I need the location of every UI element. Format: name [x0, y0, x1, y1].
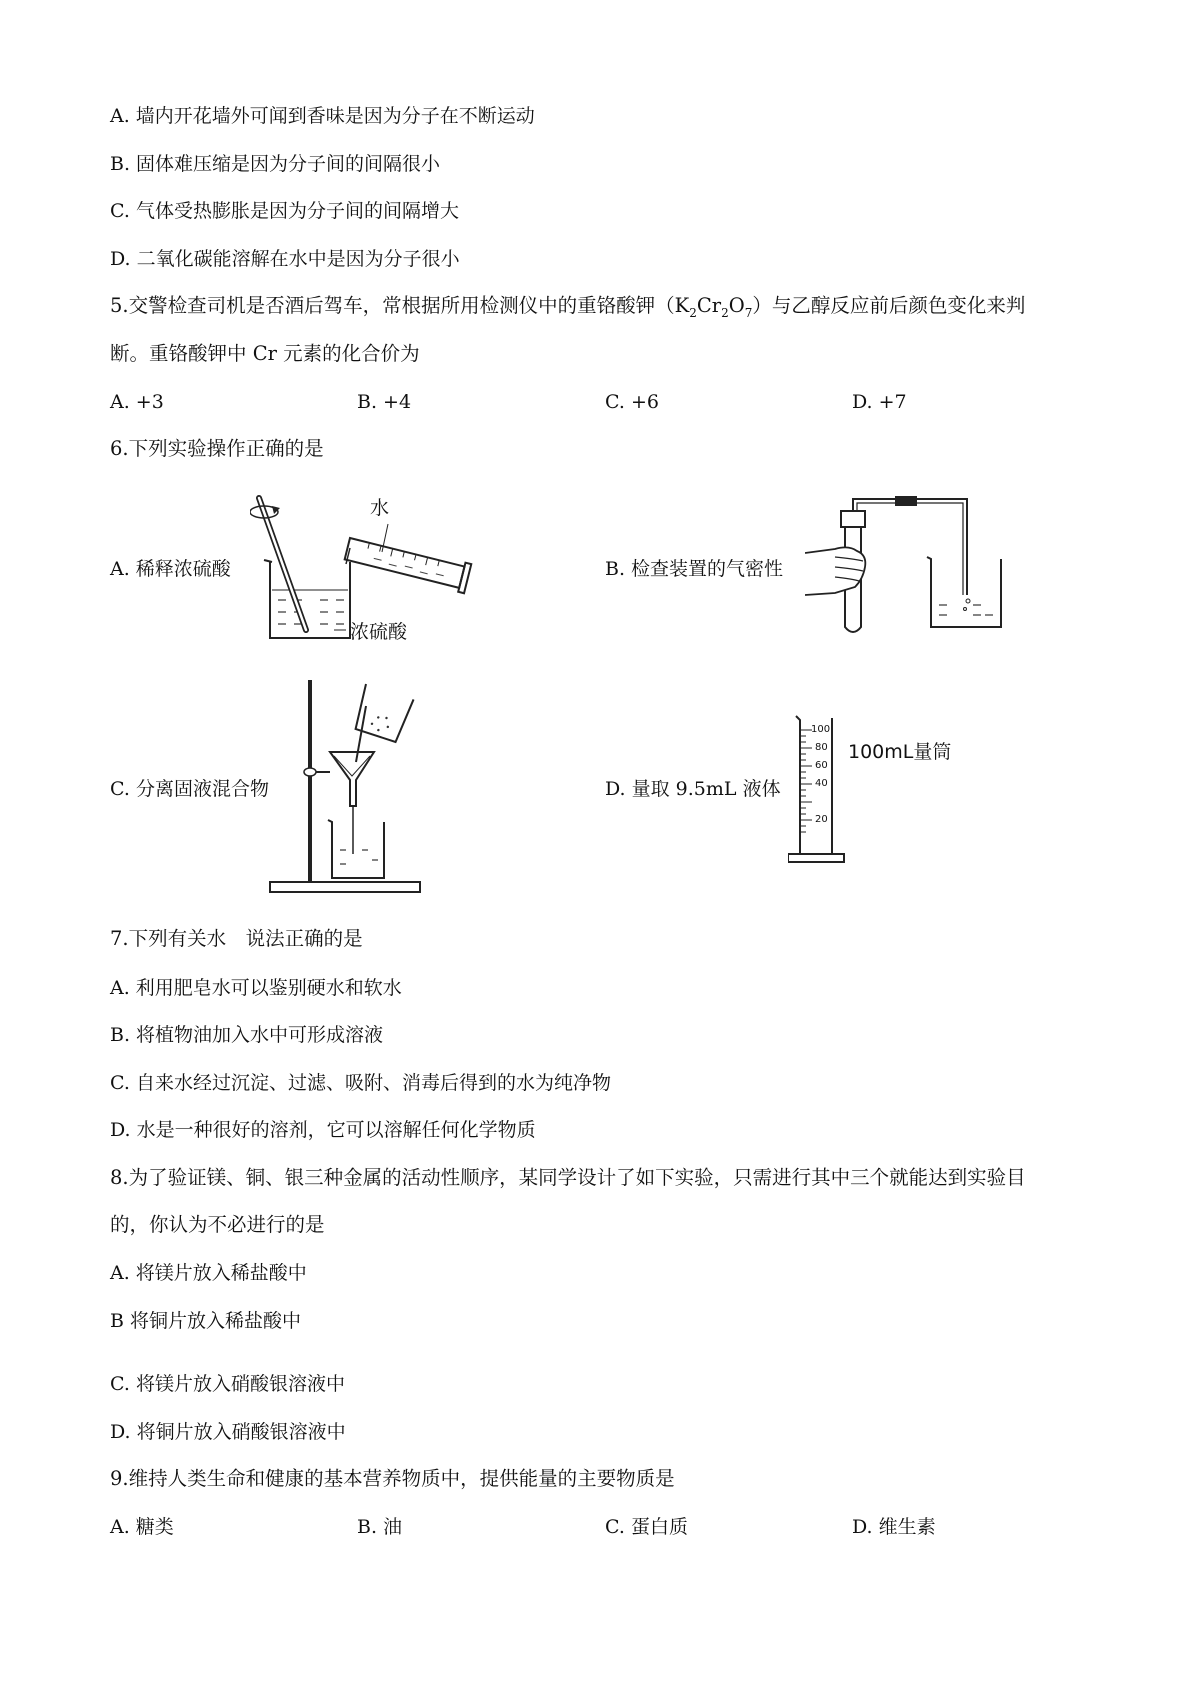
- q7-option-c: C. 自来水经过沉淀、过滤、吸附、消毒后得到的水为纯净物: [110, 1072, 611, 1094]
- q4-option-d: D. 二氧化碳能溶解在水中是因为分子很小: [110, 248, 460, 270]
- q9-stem: 9.维持人类生命和健康的基本营养物质中，提供能量的主要物质是: [110, 1467, 675, 1490]
- cyl-tick-40: 40: [815, 778, 828, 789]
- q5-option-a: A. +3: [110, 391, 164, 413]
- q9-option-a: A. 糖类: [110, 1516, 174, 1538]
- figure-airtightness-check: [805, 495, 1005, 645]
- q8-option-b: B 将铜片放入稀盐酸中: [110, 1310, 302, 1332]
- formula-sub-2a: 2: [689, 305, 697, 320]
- q7-stem: 7.下列有关水 说法正确的是: [110, 927, 363, 950]
- sulfuric-acid-label: 浓硫酸: [350, 621, 408, 643]
- formula-sub-2b: 2: [721, 305, 729, 320]
- cyl-tick-20: 20: [815, 814, 828, 825]
- q4-option-b: B. 固体难压缩是因为分子间的间隔很小: [110, 153, 441, 175]
- q4-option-a: A. 墙内开花墙外可闻到香味是因为分子在不断运动: [110, 105, 535, 127]
- q5-stem-text-a: 5.交警检查司机是否酒后驾车，常根据所用检测仪中的重铬酸钾（K: [110, 294, 690, 317]
- q5-stem-line2: 断。重铬酸钾中 Cr 元素的化合价为: [110, 342, 420, 365]
- formula-sub-7: 7: [744, 305, 753, 320]
- q7-option-a: A. 利用肥皂水可以鉴别硬水和软水: [110, 977, 402, 999]
- cylinder-capacity-label: 100mL量筒: [848, 741, 952, 763]
- q6-stem: 6.下列实验操作正确的是: [110, 437, 324, 460]
- q9-option-c: C. 蛋白质: [605, 1516, 688, 1538]
- q6-option-b-label: B. 检查装置的气密性: [605, 558, 784, 580]
- cyl-tick-80: 80: [815, 742, 828, 753]
- figure-dilute-sulfuric-acid: [250, 490, 490, 650]
- q7-option-b: B. 将植物油加入水中可形成溶液: [110, 1024, 384, 1046]
- q5-option-d: D. +7: [852, 391, 907, 413]
- cyl-tick-100: 100: [811, 724, 831, 735]
- q8-stem-line1: 8.为了验证镁、铜、银三种金属的活动性顺序，某同学设计了如下实验，只需进行其中三个就能达到实验目: [110, 1166, 1026, 1189]
- formula-o: O: [728, 294, 745, 317]
- figure-graduated-cylinder: [788, 714, 952, 874]
- cyl-tick-60: 60: [815, 760, 828, 771]
- q8-option-d: D. 将铜片放入硝酸银溶液中: [110, 1421, 346, 1443]
- q8-stem-line2: 的，你认为不必进行的是: [110, 1213, 325, 1236]
- q6-option-d-label: D. 量取 9.5mL 液体: [605, 778, 781, 800]
- formula-cr: Cr: [696, 294, 722, 317]
- q8-option-c: C. 将镁片放入硝酸银溶液中: [110, 1373, 345, 1395]
- q7-option-d: D. 水是一种很好的溶剂，它可以溶解任何化学物质: [110, 1119, 536, 1141]
- q6-option-c-label: C. 分离固液混合物: [110, 778, 269, 800]
- q9-option-b: B. 油: [357, 1516, 403, 1538]
- figure-filtration: [258, 676, 438, 896]
- q8-option-a: A. 将镁片放入稀盐酸中: [110, 1262, 307, 1284]
- q5-stem-line1: [110, 294, 1025, 325]
- water-label: 水: [370, 497, 390, 519]
- q6-option-a-label: A. 稀释浓硫酸: [110, 558, 231, 580]
- q5-stem-text-b: ）与乙醇反应前后颜色变化来判: [752, 294, 1026, 317]
- q5-option-c: C. +6: [605, 391, 659, 413]
- q9-option-d: D. 维生素: [852, 1516, 936, 1538]
- q5-option-b: B. +4: [357, 391, 412, 413]
- q4-option-c: C. 气体受热膨胀是因为分子间的间隔增大: [110, 200, 459, 222]
